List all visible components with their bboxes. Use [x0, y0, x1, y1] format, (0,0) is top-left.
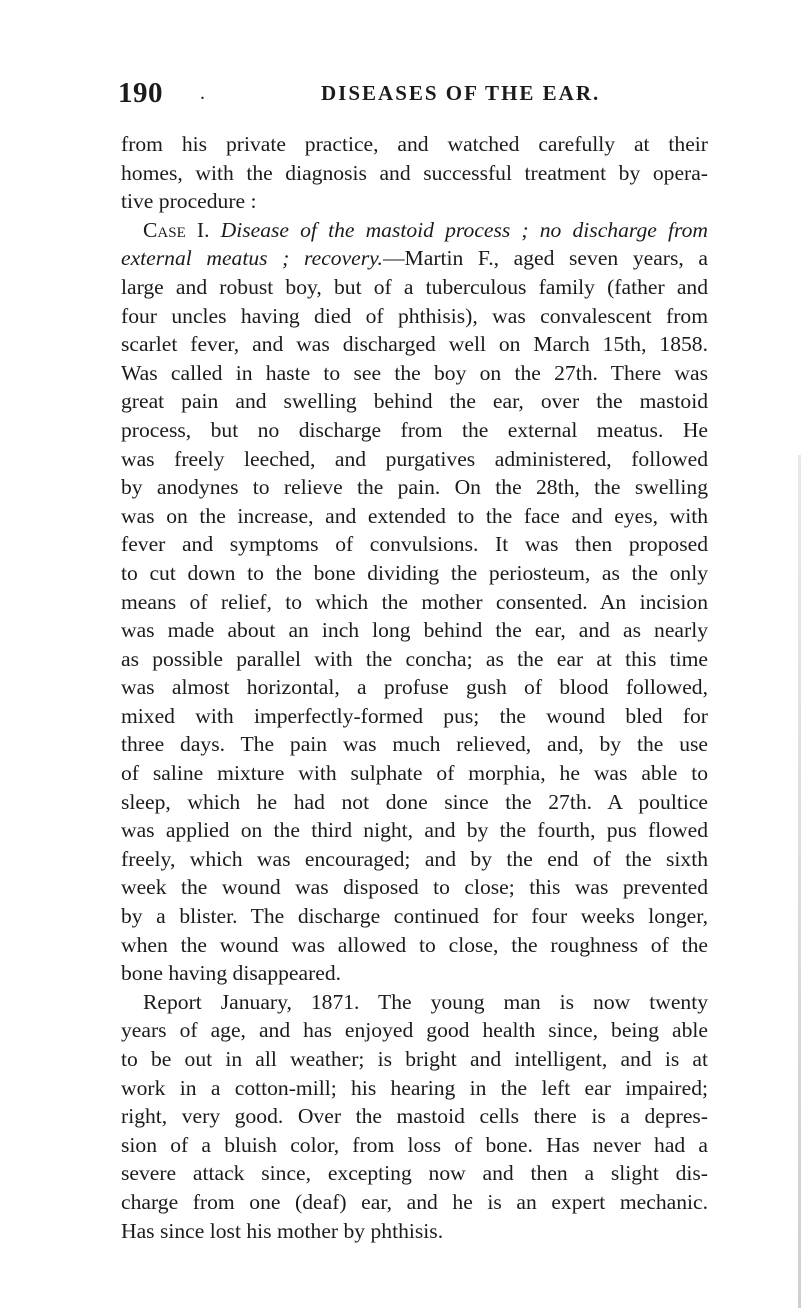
text-segment: was on the increase, and extended to the face and eyes, with: [121, 503, 708, 528]
case-title-italic: Disease of the mastoid process ; no discharge from: [220, 217, 708, 242]
text-line: [121, 445, 708, 474]
text-line: [121, 645, 708, 674]
text-line: [121, 330, 708, 359]
text-segment: was applied on the third night, and by the fourth, pus flowed: [121, 818, 708, 843]
text-segment: homes, with the diagnosis and successful treatment by opera-: [121, 160, 708, 185]
text-line: [121, 1016, 708, 1045]
text-segment: large and robust boy, but of a tuberculous family (father and: [121, 274, 708, 299]
text-line: [121, 788, 708, 817]
text-segment: fever and symptoms of convulsions. It was then proposed: [121, 532, 708, 557]
text-segment: was almost horizontal, a profuse gush of blood followed,: [121, 675, 708, 700]
text-segment: when the wound was allowed to close, the roughness of the: [121, 932, 708, 957]
page-header: [118, 73, 698, 113]
text-segment: severe attack since, excepting now and then a slight dis-: [121, 1161, 708, 1186]
text-line: [121, 902, 708, 931]
text-segment: by anodynes to relieve the pain. On the 28th, the swelling: [121, 475, 708, 500]
case-title-italic: external meatus ; recovery.: [121, 246, 383, 271]
body-text: [121, 130, 708, 1245]
text-line: [121, 473, 708, 502]
text-segment: charge from one (deaf) ear, and he is an expert mechanic.: [121, 1189, 708, 1214]
text-segment: means of relief, to which the mother consented. An incision: [121, 589, 708, 614]
text-line: [121, 1188, 708, 1217]
text-segment: four uncles having died of phthisis), was convalescent from: [121, 303, 708, 328]
text-line: [121, 873, 708, 902]
text-line: [121, 273, 708, 302]
text-line: [121, 673, 708, 702]
text-line: [121, 959, 708, 988]
text-segment: week the wound was disposed to close; this was prevented: [121, 875, 708, 900]
text-segment: process, but no discharge from the external meatus. He: [121, 417, 708, 442]
text-line: [121, 502, 708, 531]
running-head: DISEASES OF THE EAR.: [321, 81, 601, 105]
case-label: Case I.: [143, 217, 210, 242]
text-line: [121, 416, 708, 445]
text-segment: sion of a bluish color, from loss of bone. Has never had a: [121, 1132, 708, 1157]
text-segment: was made about an inch long behind the ear, and as nearly: [121, 618, 708, 643]
page-number: 190: [118, 77, 163, 109]
text-segment: scarlet fever, and was discharged well on March 15th, 1858.: [121, 332, 708, 357]
text-line: [121, 1217, 708, 1246]
text-line: [121, 988, 708, 1017]
text-line: [121, 845, 708, 874]
text-segment: [209, 218, 220, 242]
text-segment: tive procedure :: [121, 189, 257, 214]
text-line: [121, 1045, 708, 1074]
text-segment: years of age, and has enjoyed good health since, being able: [121, 1018, 708, 1043]
text-line: [121, 216, 708, 245]
text-line: [121, 816, 708, 845]
header-separator: .: [200, 82, 205, 104]
text-line: [121, 159, 708, 188]
text-segment: bone having disappeared.: [121, 961, 342, 986]
text-line: [121, 244, 708, 273]
text-line: [121, 730, 708, 759]
text-segment: by a blister. The discharge continued for four weeks longer,: [121, 904, 708, 929]
text-line: [121, 130, 708, 159]
text-line: [121, 302, 708, 331]
text-segment: right, very good. Over the mastoid cells there is a depres-: [121, 1104, 708, 1129]
text-line: [121, 530, 708, 559]
text-segment: Was called in haste to see the boy on the 27th. There was: [121, 360, 708, 385]
text-segment: Has since lost his mother by phthisis.: [121, 1218, 444, 1243]
text-line: [121, 187, 708, 216]
text-segment: —Martin F., aged seven years, a: [382, 246, 708, 271]
text-segment: to cut down to the bone dividing the periosteum, as the only: [121, 560, 708, 585]
text-line: [121, 1102, 708, 1131]
text-segment: work in a cotton-mill; his hearing in the left ear impaired;: [121, 1075, 708, 1100]
text-line: [121, 1159, 708, 1188]
text-line: [121, 931, 708, 960]
text-line: [121, 359, 708, 388]
text-line: [121, 616, 708, 645]
text-line: [121, 559, 708, 588]
text-line: [121, 1131, 708, 1160]
text-segment: mixed with imperfectly-formed pus; the wound bled for: [121, 703, 708, 728]
text-segment: Report January, 1871. The young man is now twenty: [143, 989, 708, 1014]
text-segment: was freely leeched, and purgatives administered, followed: [121, 446, 708, 471]
text-line: [121, 387, 708, 416]
text-segment: from his private practice, and watched carefully at their: [121, 132, 708, 156]
text-line: [121, 702, 708, 731]
text-segment: to be out in all weather; is bright and intelligent, and is at: [121, 1047, 708, 1071]
text-segment: as possible parallel with the concha; as the ear at this time: [121, 646, 708, 671]
text-line: [121, 1074, 708, 1103]
text-segment: three days. The pain was much relieved, and, by the use: [121, 732, 708, 757]
text-line: [121, 588, 708, 617]
text-segment: freely, which was encouraged; and by the end of the sixth: [121, 846, 708, 871]
text-segment: great pain and swelling behind the ear, over the mastoid: [121, 389, 708, 414]
text-segment: of saline mixture with sulphate of morphia, he was able to: [121, 761, 708, 786]
text-line: [121, 759, 708, 788]
text-segment: sleep, which he had not done since the 27th. A poultice: [121, 789, 708, 814]
